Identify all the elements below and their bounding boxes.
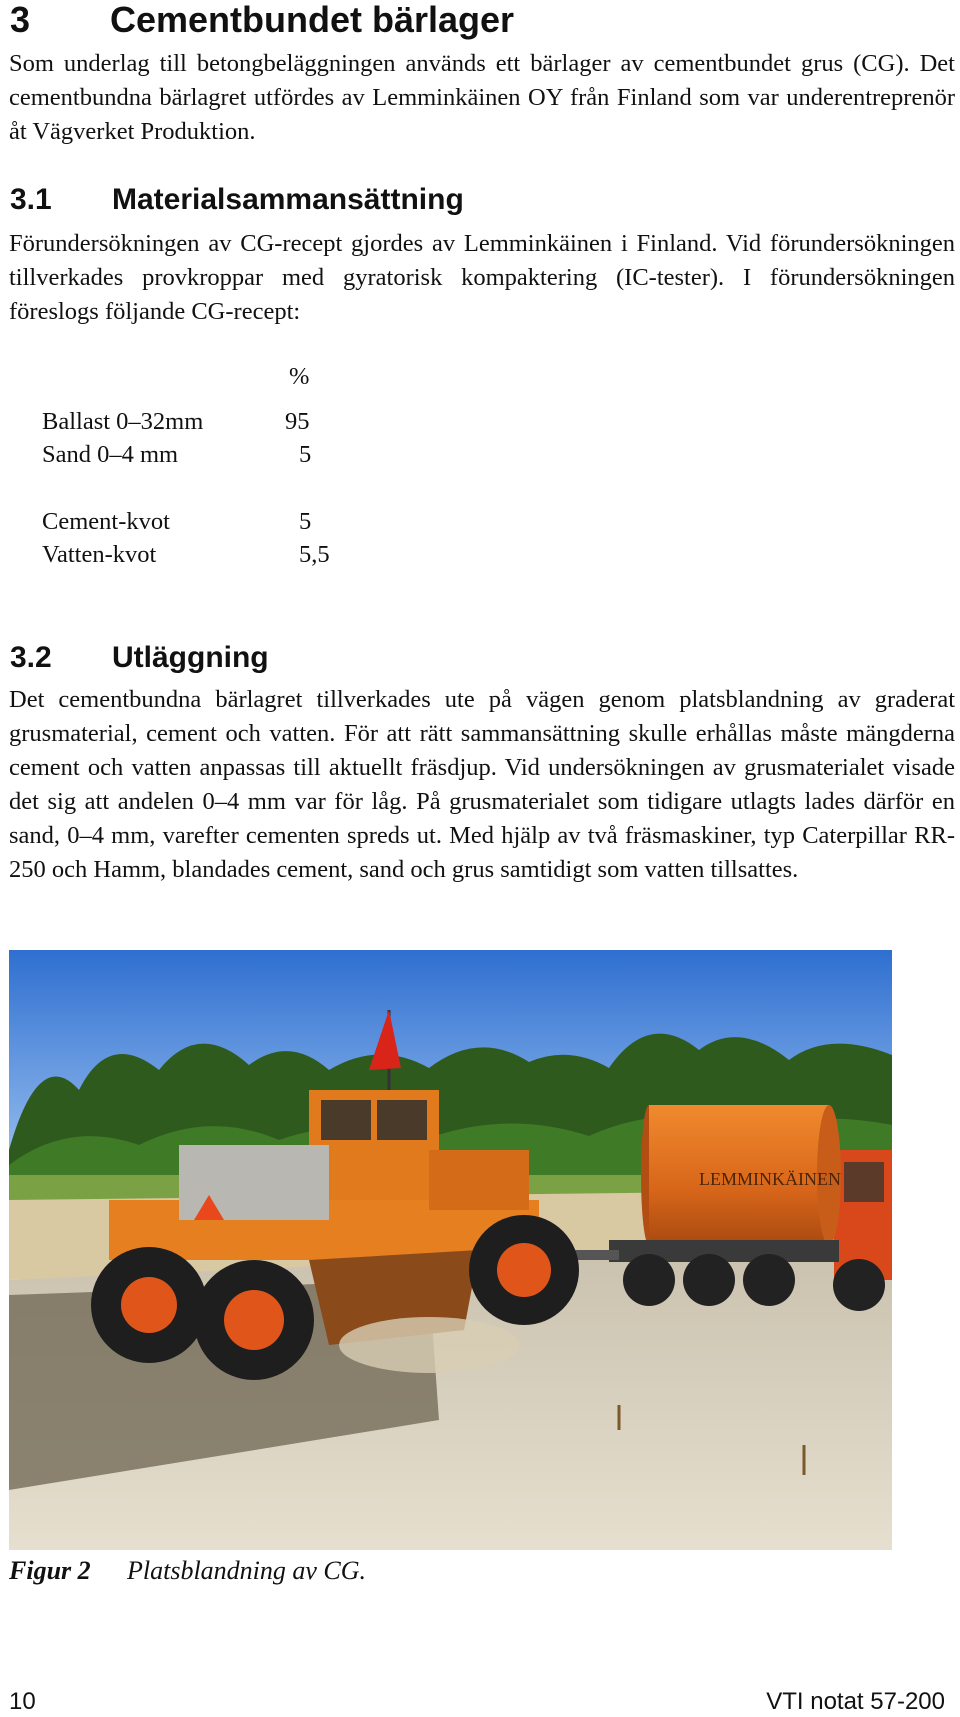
page-number: 10 (9, 1688, 36, 1715)
section-title: Cementbundet bärlager (110, 0, 515, 40)
recipe-value: 5 (299, 441, 312, 468)
section-3-1-paragraph: Förundersökningen av CG-recept gjordes av Lemminkäinen i Finland. Vid förundersökningen tillverkades provkroppar med gyratorisk kompaktering (IC-tester). I förundersökningen föreslogs följande CG-recept: (9, 230, 955, 325)
tanker-logo-text: LEMMINKÄINEN (699, 1169, 841, 1189)
recipe-row (42, 505, 342, 538)
section-number: 3.2 (10, 641, 52, 674)
section-3-paragraph: Som underlag till betongbeläggningen används ett bärlager av cementbundet grus (CG). Det cementbundna bärlagret utfördes av Lemminkäinen OY från Finland som var underentreprenör åt Vägverket Produktion. (9, 50, 955, 145)
figure-caption (9, 1556, 366, 1586)
recipe-row (42, 538, 342, 571)
site-photo (9, 950, 892, 1550)
section-number: 3.1 (10, 183, 52, 216)
recipe-row (42, 438, 342, 471)
section-title: Materialsammansättning (112, 183, 464, 216)
section-title: Utläggning (112, 641, 269, 674)
publication-label: VTI notat 57-200 (766, 1688, 945, 1715)
recipe-value: 5 (299, 508, 312, 535)
road-mixing-photo (9, 950, 892, 1550)
figure-caption-text: Platsblandning av CG. (127, 1556, 367, 1585)
recipe-value: 95 (285, 408, 310, 435)
recipe-label: Sand 0–4 mm (42, 441, 179, 468)
recipe-row (42, 405, 342, 438)
section-heading-3-2 (10, 640, 269, 676)
recipe-value: 5,5 (299, 541, 330, 568)
section-heading-3 (10, 0, 514, 40)
recipe-label: Cement-kvot (42, 508, 170, 535)
recipe-label: Vatten-kvot (42, 541, 157, 568)
section-heading-3-1 (10, 182, 464, 218)
recipe-header-row (42, 360, 342, 393)
recipe-unit-header: % (289, 363, 310, 390)
figure-label: Figur 2 (9, 1556, 91, 1585)
recipe-label: Ballast 0–32mm (42, 408, 204, 435)
section-3-2-paragraph: Det cementbundna bärlagret tillverkades ute på vägen genom platsblandning av graderat grusmaterial, cement och vatten. För att rätt sammansättning skulle erhållas måste mängderna cement och vatten anpassas till aktuellt fräsdjup. Vid undersökningen av grusmaterialet visade det sig att andelen 0–4 mm var för låg. På grusmaterialet som tidigare utlagts lades därför en sand, 0–4 mm, varefter cementen spreds ut. Med hjälp av två fräsmaskiner, typ Caterpillar RR-250 och Hamm, blandades cement, sand och grus samtidigt som vatten tillsattes. (9, 686, 955, 883)
section-number: 3 (10, 0, 31, 40)
